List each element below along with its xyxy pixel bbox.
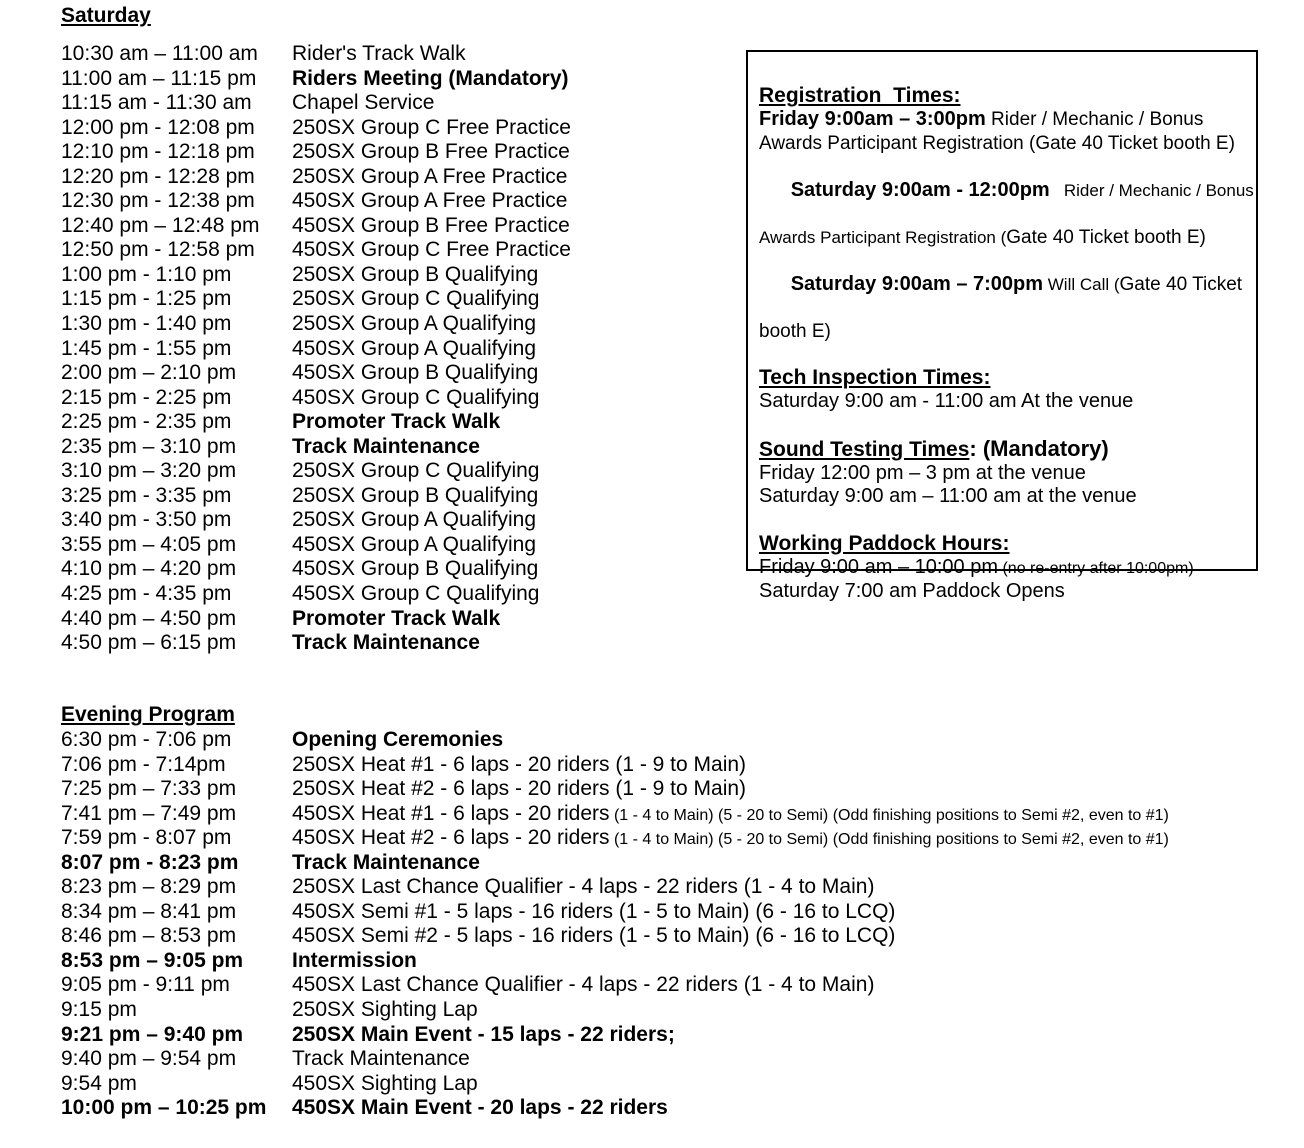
- schedule-event: [292, 851, 480, 875]
- schedule-event: [292, 607, 500, 631]
- info-box: [746, 50, 1258, 602]
- schedule-event-title: 250SX Heat #2 - 6 laps - 20 riders (1 - 9 to Main): [292, 777, 747, 801]
- schedule-time: 1:15 pm - 1:25 pm: [61, 287, 232, 311]
- registration-friday-location: Awards Participant Registration (Gate 40 Ticket booth E): [759, 132, 1235, 154]
- schedule-event-title: 450SX Heat #2 - 6 laps - 20 riders: [292, 826, 610, 850]
- schedule-event-title: Track Maintenance: [292, 850, 480, 874]
- schedule-event: [292, 508, 536, 532]
- schedule-row: [0, 949, 1304, 974]
- schedule-time: 4:40 pm – 4:50 pm: [61, 606, 237, 630]
- schedule-event-title: 450SX Group B Qualifying: [292, 361, 539, 385]
- registration-will-call-time: Saturday 9:00am – 7:00pm: [790, 272, 1044, 295]
- schedule-event-title: Chapel Service: [292, 91, 435, 115]
- registration-saturday-location-gate: Gate 40 Ticket booth E): [1006, 226, 1206, 248]
- schedule-event: [292, 582, 539, 606]
- schedule-time: 7:59 pm - 8:07 pm: [61, 826, 232, 850]
- schedule-event: [292, 1023, 675, 1047]
- paddock-hours-friday: [759, 556, 1247, 581]
- schedule-event: [292, 67, 569, 91]
- schedule-event-title: 450SX Main Event - 20 laps - 22 riders: [292, 1096, 668, 1120]
- schedule-event: [292, 140, 570, 164]
- paddock-hours-heading: Working Paddock Hours:: [759, 531, 1010, 555]
- schedule-event-title: 450SX Group C Qualifying: [292, 385, 540, 409]
- schedule-event-note: (1 - 4 to Main) (5 - 20 to Semi) (Odd finishing positions to Semi #2, even to #1): [609, 831, 1169, 849]
- schedule-event-title: 450SX Heat #1 - 6 laps - 20 riders: [292, 801, 610, 825]
- schedule-time: 11:15 am - 11:30 am: [61, 91, 252, 115]
- registration-heading: Registration Times:: [759, 84, 961, 107]
- schedule-event: [292, 287, 539, 311]
- schedule-event: [292, 1096, 668, 1120]
- schedule-event-title: 450SX Group A Qualifying: [292, 532, 536, 556]
- schedule-time: 8:07 pm - 8:23 pm: [61, 850, 239, 874]
- schedule-event: [292, 337, 536, 361]
- sound-testing-heading: [759, 437, 1247, 462]
- registration-saturday-location-small: Awards Participant Registration (: [759, 227, 1007, 247]
- schedule-event-title: 450SX Group C Qualifying: [292, 582, 540, 606]
- schedule-time: 3:10 pm – 3:20 pm: [61, 459, 237, 483]
- schedule-event: [292, 533, 536, 557]
- registration-will-call-desc: Will Call (: [1043, 274, 1120, 294]
- schedule-event: [292, 998, 478, 1022]
- schedule-time: 2:00 pm – 2:10 pm: [61, 361, 237, 385]
- info-box-content: [759, 84, 1254, 604]
- schedule-row: [0, 973, 1304, 998]
- schedule-event: [292, 1072, 478, 1096]
- schedule-time: 12:20 pm - 12:28 pm: [61, 164, 255, 188]
- schedule-time: 2:15 pm - 2:25 pm: [61, 385, 232, 409]
- schedule-time: 4:50 pm – 6:15 pm: [61, 631, 237, 655]
- schedule-row: [0, 875, 1304, 900]
- schedule-event-title: 450SX Group B Free Practice: [292, 213, 570, 237]
- schedule-time: 1:00 pm - 1:10 pm: [61, 262, 232, 286]
- schedule-event: [292, 777, 746, 801]
- registration-will-call-booth: booth E): [759, 320, 831, 342]
- schedule-event: [292, 361, 538, 385]
- schedule-time: 3:40 pm - 3:50 pm: [61, 508, 232, 532]
- schedule-time: 7:25 pm – 7:33 pm: [61, 777, 237, 801]
- schedule-row: [0, 924, 1304, 949]
- schedule-event-note: (1 - 4 to Main) (5 - 20 to Semi) (Odd finishing positions to Semi #2, even to #1): [609, 806, 1169, 824]
- registration-friday-time: Friday 9:00am – 3:00pm: [759, 108, 986, 130]
- schedule-event: [292, 386, 539, 410]
- schedule-row: [0, 802, 1304, 827]
- schedule-event-title: 250SX Group B Qualifying: [292, 483, 539, 507]
- schedule-time: 3:25 pm - 3:35 pm: [61, 483, 232, 507]
- schedule-event: [292, 484, 538, 508]
- schedule-event-title: Track Maintenance: [292, 1047, 470, 1071]
- schedule-event: [292, 263, 538, 287]
- schedule-time: 12:40 pm – 12:48 pm: [61, 213, 260, 237]
- schedule-event: [292, 900, 895, 924]
- schedule-event-title: Track Maintenance: [292, 434, 480, 458]
- schedule-row: [0, 1096, 1304, 1121]
- schedule-time: 8:34 pm – 8:41 pm: [61, 899, 237, 923]
- schedule-time: 9:40 pm – 9:54 pm: [61, 1047, 237, 1071]
- schedule-event: [292, 312, 536, 336]
- schedule-event: [292, 42, 466, 66]
- schedule-time: 3:55 pm – 4:05 pm: [61, 532, 237, 556]
- schedule-event-title: 450SX Group A Qualifying: [292, 336, 536, 360]
- schedule-event: [292, 753, 746, 777]
- schedule-event-title: Opening Ceremonies: [292, 728, 504, 751]
- evening-program-heading: Evening Program: [61, 703, 235, 726]
- schedule-row: [0, 631, 1304, 656]
- schedule-event: [292, 165, 567, 189]
- schedule-time: 10:00 pm – 10:25 pm: [61, 1096, 267, 1120]
- schedule-time: 2:35 pm – 3:10 pm: [61, 434, 237, 458]
- paddock-hours-saturday: Saturday 7:00 am Paddock Opens: [759, 580, 1065, 602]
- schedule-time: 9:54 pm: [61, 1071, 137, 1095]
- schedule-event: [292, 973, 874, 997]
- schedule-event-title: 250SX Group C Free Practice: [292, 115, 571, 139]
- schedule-row: [0, 826, 1304, 851]
- schedule-row: [0, 1047, 1304, 1072]
- schedule-time: 9:05 pm - 9:11 pm: [61, 973, 230, 997]
- schedule-event-title: 450SX Sighting Lap: [292, 1071, 478, 1095]
- schedule-event-title: 250SX Last Chance Qualifier - 4 laps - 22 riders (1 - 4 to Main): [292, 875, 875, 899]
- schedule-event: [292, 1047, 470, 1071]
- schedule-time: 4:25 pm - 4:35 pm: [61, 582, 232, 606]
- sound-testing-mandatory: : (Mandatory): [969, 435, 1109, 461]
- saturday-heading: Saturday: [61, 4, 151, 27]
- schedule-event: [292, 826, 1169, 852]
- schedule-event-title: Intermission: [292, 948, 417, 972]
- schedule-event-title: 250SX Group B Free Practice: [292, 140, 570, 164]
- schedule-row: [0, 1072, 1304, 1097]
- schedule-event-title: Promoter Track Walk: [292, 606, 501, 630]
- schedule-event-title: 250SX Group A Qualifying: [292, 508, 536, 532]
- tech-inspection-saturday: Saturday 9:00 am - 11:00 am At the venue: [759, 390, 1134, 412]
- registration-will-call: [759, 249, 1247, 320]
- registration-will-call-gate: Gate 40 Ticket: [1119, 273, 1243, 295]
- schedule-row: [0, 998, 1304, 1023]
- schedule-event: [292, 435, 480, 459]
- schedule-event: [292, 924, 895, 948]
- schedule-event: [292, 189, 567, 213]
- schedule-event-title: 450SX Group B Qualifying: [292, 557, 539, 581]
- evening-schedule: [0, 728, 1304, 1121]
- schedule-row: [0, 900, 1304, 925]
- schedule-event: [292, 238, 571, 262]
- schedule-time: 9:21 pm – 9:40 pm: [61, 1022, 244, 1046]
- registration-saturday-location: [759, 226, 1247, 250]
- schedule-event-title: 250SX Heat #1 - 6 laps - 20 riders (1 - 9 to Main): [292, 752, 747, 776]
- schedule-event-title: 450SX Group A Free Practice: [292, 189, 568, 213]
- schedule-time: 12:00 pm - 12:08 pm: [61, 115, 255, 139]
- sound-testing-title: Sound Testing Times: [759, 437, 970, 461]
- schedule-time: 2:25 pm - 2:35 pm: [61, 410, 232, 434]
- sound-testing-friday: Friday 12:00 pm – 3 pm at the venue: [759, 461, 1086, 484]
- schedule-event-title: 450SX Last Chance Qualifier - 4 laps - 22 riders (1 - 4 to Main): [292, 973, 875, 997]
- schedule-time: 1:30 pm - 1:40 pm: [61, 312, 232, 336]
- schedule-event: [292, 214, 570, 238]
- schedule-event-title: 250SX Sighting Lap: [292, 998, 478, 1022]
- schedule-row: [0, 851, 1304, 876]
- schedule-time: 4:10 pm – 4:20 pm: [61, 557, 237, 581]
- registration-saturday: [759, 155, 1254, 226]
- schedule-event-title: Rider's Track Walk: [292, 42, 466, 65]
- schedule-time: 1:45 pm - 1:55 pm: [61, 336, 232, 360]
- sound-testing-saturday: Saturday 9:00 am – 11:00 am at the venue: [759, 485, 1137, 507]
- registration-saturday-time: Saturday 9:00am - 12:00pm: [790, 178, 1050, 201]
- schedule-time: 8:46 pm – 8:53 pm: [61, 924, 237, 948]
- schedule-event: [292, 557, 538, 581]
- schedule-time: 9:15 pm: [61, 998, 137, 1022]
- schedule-event: [292, 459, 539, 483]
- schedule-time: 12:30 pm - 12:38 pm: [61, 189, 255, 213]
- schedule-event-title: Promoter Track Walk: [292, 410, 501, 434]
- schedule-time: 7:06 pm - 7:14pm: [61, 752, 226, 776]
- schedule-row: [0, 777, 1304, 802]
- schedule-event: [292, 949, 417, 973]
- schedule-event-title: 450SX Semi #2 - 5 laps - 16 riders (1 - 5 to Main) (6 - 16 to LCQ): [292, 924, 896, 948]
- schedule-event-title: Riders Meeting (Mandatory): [292, 66, 569, 90]
- schedule-event-title: 250SX Group C Qualifying: [292, 459, 540, 483]
- tech-inspection-heading: Tech Inspection Times:: [759, 366, 991, 389]
- paddock-hours-friday-note: (no re-entry after 10:00pm): [998, 559, 1194, 577]
- registration-friday-desc: Rider / Mechanic / Bonus: [985, 109, 1204, 130]
- schedule-event: [292, 802, 1169, 828]
- schedule-event: [292, 410, 500, 434]
- schedule-event: [292, 116, 571, 140]
- schedule-event: [292, 875, 874, 899]
- schedule-event: [292, 91, 434, 115]
- schedule-time: 12:10 pm - 12:18 pm: [61, 140, 255, 164]
- schedule-time: 10:30 am – 11:00 am: [61, 42, 258, 65]
- schedule-event-title: 250SX Group A Qualifying: [292, 312, 536, 336]
- schedule-time: 8:53 pm – 9:05 pm: [61, 948, 244, 972]
- schedule-row: [0, 728, 1304, 753]
- schedule-event-title: 450SX Group C Free Practice: [292, 238, 571, 262]
- schedule-row: [0, 607, 1304, 632]
- schedule-event: [292, 728, 503, 752]
- paddock-hours-friday-time: Friday 9:00 am – 10:00 pm: [759, 555, 999, 578]
- schedule-time: 8:23 pm – 8:29 pm: [61, 875, 237, 899]
- schedule-time: 6:30 pm - 7:06 pm: [61, 728, 232, 751]
- schedule-time: 11:00 am – 11:15 pm: [61, 66, 257, 90]
- schedule-event: [292, 631, 480, 655]
- schedule-event-title: 250SX Group A Free Practice: [292, 164, 568, 188]
- schedule-event-title: 450SX Semi #1 - 5 laps - 16 riders (1 - 5 to Main) (6 - 16 to LCQ): [292, 899, 896, 923]
- schedule-row: [0, 753, 1304, 778]
- registration-saturday-desc: Rider / Mechanic / Bonus: [1049, 180, 1254, 200]
- schedule-event-title: Track Maintenance: [292, 631, 480, 655]
- schedule-time: 7:41 pm – 7:49 pm: [61, 801, 237, 825]
- schedule-event-title: 250SX Main Event - 15 laps - 22 riders;: [292, 1022, 675, 1046]
- registration-friday: [759, 108, 1247, 132]
- schedule-row: [0, 1023, 1304, 1048]
- schedule-time: 12:50 pm - 12:58 pm: [61, 238, 255, 262]
- schedule-event-title: 250SX Group B Qualifying: [292, 262, 539, 286]
- schedule-event-title: 250SX Group C Qualifying: [292, 287, 540, 311]
